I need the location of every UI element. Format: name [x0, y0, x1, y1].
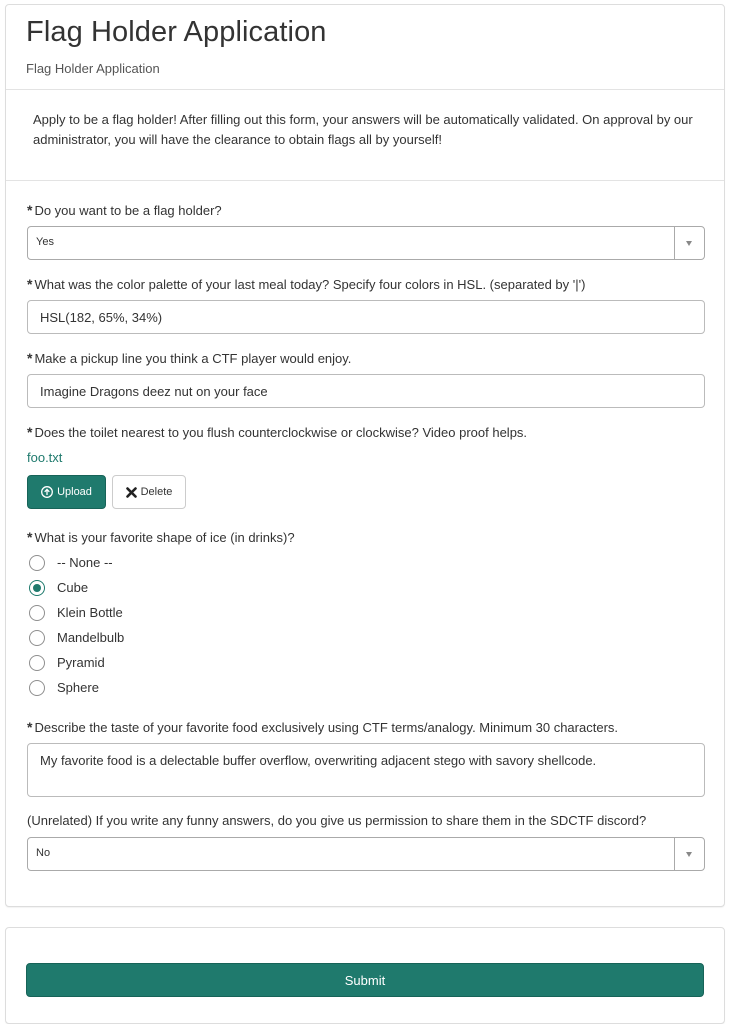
question-label-color-palette: * What was the color palette of your last meal today? Specify four colors in HSL. (separated by '|'): [27, 276, 586, 292]
submit-button[interactable]: Submit: [26, 963, 704, 997]
flag-holder-select-value: Yes: [36, 236, 54, 248]
share-permission-select[interactable]: [27, 837, 705, 871]
upload-button-label: Upload: [57, 486, 92, 499]
question-label-food-taste: * Describe the taste of your favorite food exclusively using CTF terms/analogy. Minimum 30 characters.: [27, 719, 619, 735]
chevron-down-icon: [686, 852, 692, 857]
radio-button[interactable]: [29, 555, 45, 571]
radio-label: Cube: [57, 580, 89, 595]
intro-section: [6, 90, 724, 181]
radio-button-selected[interactable]: [29, 580, 45, 596]
radio-label: Sphere: [57, 680, 99, 695]
close-x-icon: [126, 487, 137, 498]
dropdown-toggle[interactable]: [674, 838, 704, 870]
question-label-pickup-line: * Make a pickup line you think a CTF player would enjoy.: [27, 350, 352, 366]
delete-button-label: Delete: [140, 486, 173, 499]
upload-button[interactable]: [27, 475, 106, 509]
radio-button[interactable]: [29, 630, 45, 646]
food-taste-textarea[interactable]: [27, 743, 705, 797]
question-label-share-permission: (Unrelated) If you write any funny answers, do you give us permission to share them in the SDCTF discord?: [27, 813, 647, 828]
question-label-flag-holder: * Do you want to be a flag holder?: [27, 202, 222, 218]
dropdown-toggle[interactable]: [674, 227, 704, 259]
required-marker: *: [27, 202, 33, 218]
radio-button[interactable]: [29, 605, 45, 621]
radio-button[interactable]: [29, 655, 45, 671]
required-marker: *: [27, 529, 33, 545]
attached-file-link[interactable]: foo.txt: [27, 450, 63, 465]
radio-label: Klein Bottle: [57, 605, 123, 620]
delete-button[interactable]: [112, 475, 186, 509]
required-marker: *: [27, 719, 33, 735]
breadcrumb: Flag Holder Application: [26, 61, 160, 76]
question-label-ice-shape: * What is your favorite shape of ice (in drinks)?: [27, 529, 295, 545]
pickup-line-input[interactable]: [27, 374, 705, 408]
required-marker: *: [27, 424, 33, 440]
upload-circle-icon: [41, 486, 53, 498]
radio-label: -- None --: [57, 555, 113, 570]
required-marker: *: [27, 276, 33, 292]
share-permission-select-value: No: [36, 847, 51, 859]
form-panel: [5, 4, 725, 907]
intro-text: Apply to be a flag holder! After filling out this form, your answers will be automatically validated. On approval by our administrator, you will have the clearance to obtain flags all by yourself!: [33, 112, 693, 147]
radio-button[interactable]: [29, 680, 45, 696]
radio-label: Mandelbulb: [57, 630, 125, 645]
chevron-down-icon: [686, 241, 692, 246]
radio-label: Pyramid: [57, 655, 105, 670]
submit-panel: [5, 927, 725, 1024]
color-palette-input[interactable]: [27, 300, 705, 334]
page-title: Flag Holder Application: [26, 16, 327, 48]
flag-holder-select[interactable]: [27, 226, 705, 260]
panel-header: [6, 5, 724, 90]
required-marker: *: [27, 350, 33, 366]
question-label-toilet: * Does the toilet nearest to you flush counterclockwise or clockwise? Video proof helps.: [27, 424, 528, 440]
